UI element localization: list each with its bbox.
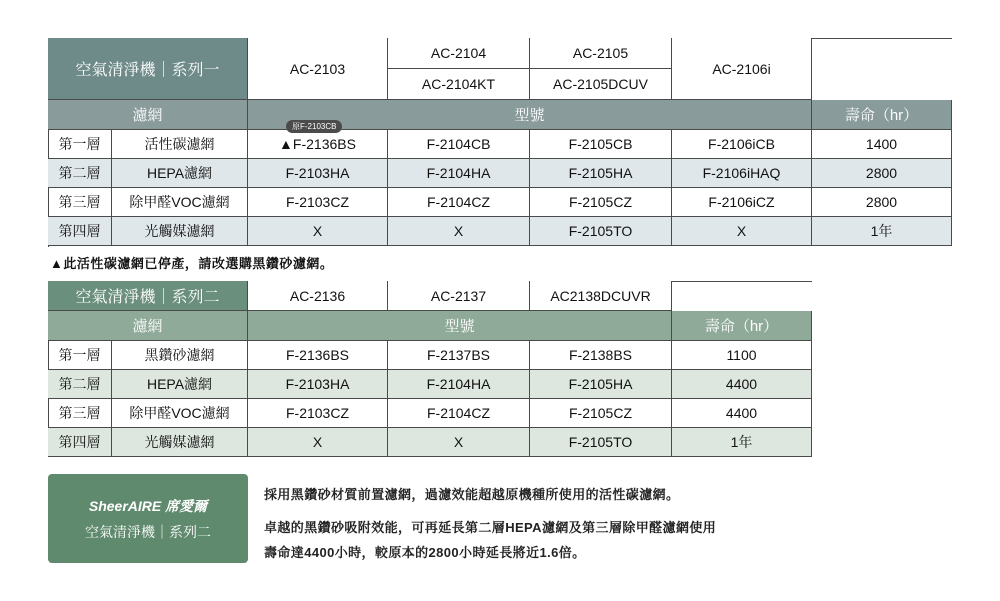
part-cell: F-2104HA [388, 159, 530, 188]
part-cell: F-2104HA [388, 370, 530, 399]
lifespan-cell: 2800 [812, 159, 952, 188]
brand-series: 空氣清淨機｜系列二 [85, 523, 211, 540]
model-ac2105: AC-2105 [530, 38, 672, 69]
layer-cell: 第二層 [48, 370, 112, 399]
lifespan-cell: 1400 [812, 130, 952, 159]
model-ac2106i: AC-2106i [672, 38, 812, 100]
lifespan-cell: 1年 [812, 217, 952, 246]
part-cell: F-2105CB [530, 130, 672, 159]
part-cell: F-2104CZ [388, 188, 530, 217]
part-cell: F-2103CZ [248, 188, 388, 217]
part-cell: F-2104CZ [388, 399, 530, 428]
part-cell: X [248, 428, 388, 457]
layer-cell: 第一層 [48, 130, 112, 159]
filter-name-cell: 光觸媒濾網 [112, 217, 248, 246]
brand-panel [48, 474, 248, 563]
part-cell: F-2105CZ [530, 188, 672, 217]
filter-name-cell: HEPA濾網 [112, 159, 248, 188]
layer-cell: 第三層 [48, 188, 112, 217]
description-line-2: 卓越的黑鑽砂吸附效能，可再延長第二層HEPA濾網及第三層除甲醛濾網使用 [264, 520, 717, 535]
life-header: 壽命（hr） [812, 100, 952, 130]
layer-cell: 第二層 [48, 159, 112, 188]
part-cell: F-2105CZ [530, 399, 672, 428]
filter-name-cell: 除甲醛VOC濾網 [112, 188, 248, 217]
part-cell: F-2105HA [530, 370, 672, 399]
part-cell: F-2106iHAQ [672, 159, 812, 188]
discontinued-note: ▲此活性碳濾網已停產，請改選購黑鑽砂濾網。 [50, 256, 334, 271]
model-ac2138dcuvr: AC2138DCUVR [530, 281, 672, 311]
part-cell: X [388, 428, 530, 457]
part-cell: F-2103HA [248, 159, 388, 188]
part-cell: F-2137BS [388, 341, 530, 370]
part-cell: F-2103CZ [248, 399, 388, 428]
brand-name: SheerAIRE 席愛爾 [88, 497, 208, 514]
layer-cell: 第一層 [48, 341, 112, 370]
lifespan-cell: 4400 [672, 399, 812, 428]
part-cell: F-2105TO [530, 217, 672, 246]
lifespan-cell: 1100 [672, 341, 812, 370]
layer-cell: 第四層 [48, 428, 112, 457]
part-cell: F-2104CB [388, 130, 530, 159]
original-model-badge: 原F-2103CB [286, 120, 342, 133]
model-ac2105dcuv: AC-2105DCUV [530, 69, 672, 100]
model-ac2136: AC-2136 [248, 281, 388, 311]
part-cell: F-2105HA [530, 159, 672, 188]
lifespan-cell: 2800 [812, 188, 952, 217]
lifespan-cell: 4400 [672, 370, 812, 399]
model-ac2104: AC-2104 [388, 38, 530, 69]
part-cell: F-2138BS [530, 341, 672, 370]
model-ac2137: AC-2137 [388, 281, 530, 311]
part-cell: X [388, 217, 530, 246]
part-cell: X [248, 217, 388, 246]
filter-name-cell: 黑鑽砂濾網 [112, 341, 248, 370]
filter-name-cell: HEPA濾網 [112, 370, 248, 399]
filter-name-cell: 光觸媒濾網 [112, 428, 248, 457]
layer-cell: 第四層 [48, 217, 112, 246]
model-header: 型號 [248, 311, 672, 341]
model-header: 型號 [248, 100, 812, 130]
model-ac2103: AC-2103 [248, 38, 388, 100]
series-two-title: 空氣清淨機｜系列二 [48, 281, 248, 311]
filter-header: 濾網 [48, 100, 248, 130]
filter-name-cell: 活性碳濾網 [112, 130, 248, 159]
description-line-3: 壽命達4400小時，較原本的2800小時延長將近1.6倍。 [264, 545, 586, 560]
part-cell: X [672, 217, 812, 246]
part-cell: F-2136BS [248, 341, 388, 370]
part-cell: ▲F-2136BS [248, 130, 388, 159]
layer-cell: 第三層 [48, 399, 112, 428]
part-cell: F-2106iCZ [672, 188, 812, 217]
part-cell: F-2105TO [530, 428, 672, 457]
part-cell: F-2106iCB [672, 130, 812, 159]
description-line-1: 採用黑鑽砂材質前置濾網，過濾效能超越原機種所使用的活性碳濾網。 [264, 487, 680, 502]
series-one-title: 空氣清淨機｜系列一 [48, 38, 248, 100]
filter-header: 濾網 [48, 311, 248, 341]
model-ac2104kt: AC-2104KT [388, 69, 530, 100]
filter-name-cell: 除甲醛VOC濾網 [112, 399, 248, 428]
life-header: 壽命（hr） [672, 311, 812, 341]
lifespan-cell: 1年 [672, 428, 812, 457]
part-cell: F-2103HA [248, 370, 388, 399]
